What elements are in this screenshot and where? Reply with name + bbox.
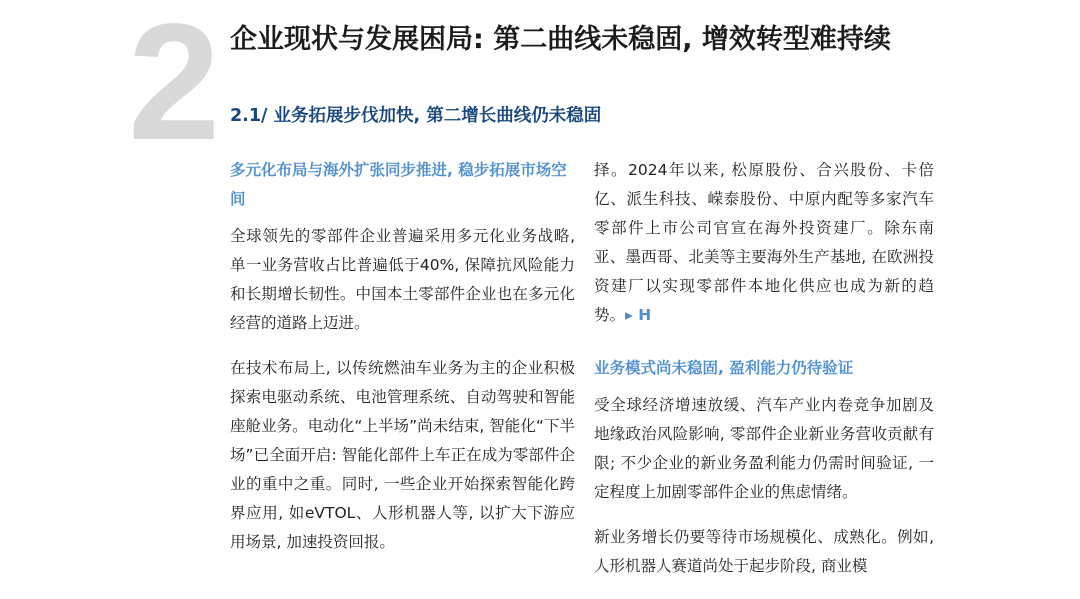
- right-section-heading: 业务模式尚未稳固, 盈利能力仍待验证: [594, 359, 854, 377]
- continue-marker: ▸ H: [625, 306, 652, 324]
- continued-text: 择。2024年以来, 松原股份、合兴股份、卡倍亿、派生科技、嵘泰股份、中原内配等多家汽车零部件上市公司官宣在海外投资建厂。除东南亚、墨西哥、北美等主要海外生产基地, 在欧洲投资建厂以实现零部件本地化供应也成为新的趋势。: [594, 161, 934, 324]
- section-title: 2.1/ 业务拓展步伐加快, 第二增长曲线仍未稳固: [230, 106, 602, 126]
- right-column-top: [594, 156, 934, 346]
- left-section-heading: 多元化布局与海外扩张同步推进, 稳步拓展市场空间: [230, 161, 567, 208]
- right-column-bottom: [594, 354, 934, 597]
- body-paragraph: 在技术布局上, 以传统燃油车业务为主的企业积极探索电驱动系统、电池管理系统、自动驾驶和智能座舱业务。电动化“上半场”尚未结束, 智能化“下半场”已全面开启: 智能化部件上车正在成为零部件企业的重中之重。同时, 一些企业开始探索智能化跨界应用, 如eVTOL、人形机器人等, 以扩大下游应用场景, 加速投资回报。: [230, 359, 575, 551]
- body-paragraph: 受全球经济增速放缓、汽车产业内卷竞争加剧及地缘政治风险影响, 零部件企业新业务营收贡献有限; 不少企业的新业务盈利能力仍需时间验证, 一定程度上加剧零部件企业的焦虑情绪。: [594, 396, 934, 501]
- left-column: [230, 156, 575, 573]
- body-paragraph: 新业务增长仍要等待市场规模化、成熟化。例如, 人形机器人赛道尚处于起步阶段, 商业模: [594, 528, 934, 575]
- chapter-title: 企业现状与发展困局: 第二曲线未稳固, 增效转型难持续: [230, 24, 891, 55]
- continued-paragraph: [594, 156, 934, 330]
- body-paragraph: 全球领先的零部件企业普遍采用多元化业务战略, 单一业务营收占比普遍低于40%, 保障抗风险能力和长期增长韧性。中国本土零部件企业也在多元化经营的道路上迈进。: [230, 227, 575, 332]
- chapter-number: 2: [128, 0, 217, 175]
